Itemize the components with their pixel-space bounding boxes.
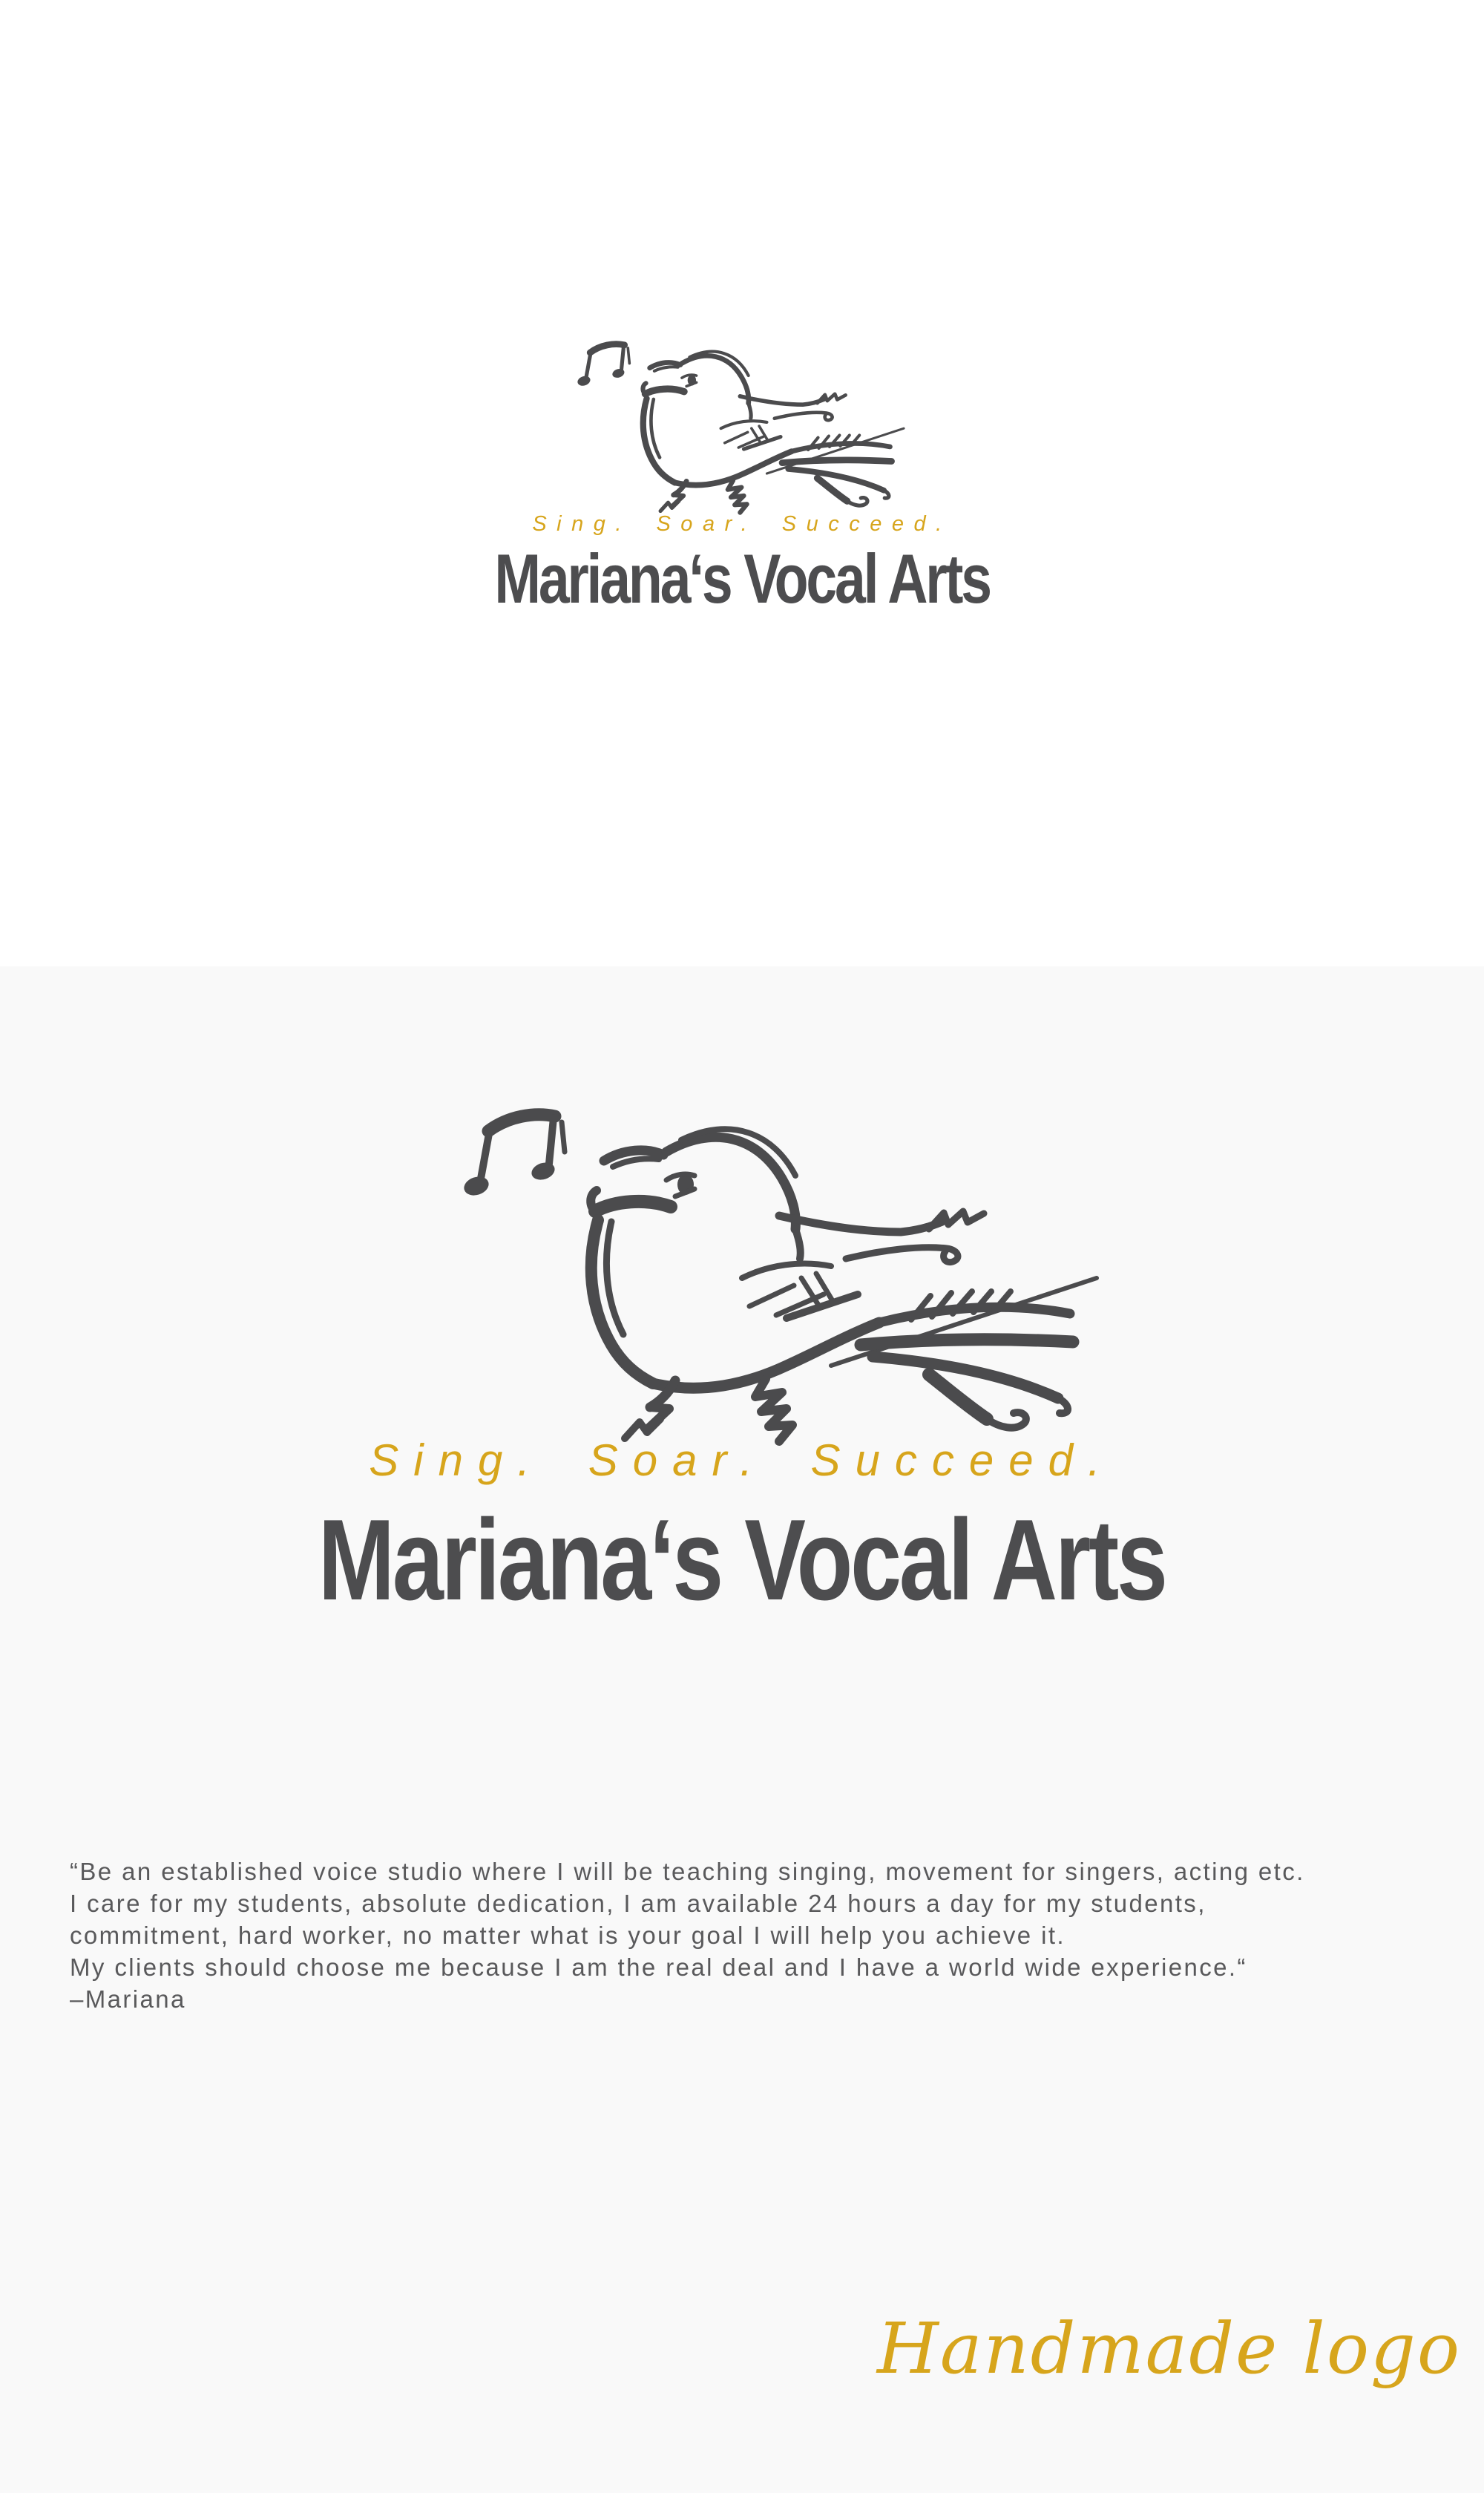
client-quote-block <box>70 1855 1305 2015</box>
sketched-bird-icon <box>643 352 904 513</box>
sketched-bird-icon <box>591 1129 1097 1441</box>
logo-tagline-small: Sing. Soar. Succeed. <box>532 512 952 536</box>
quote-line: I care for my students, absolute dedication, I am available 24 hours a day for my students, <box>70 1890 1206 1917</box>
logo-wordmark-large <box>0 1494 1484 1626</box>
logo-artwork-small <box>560 328 928 520</box>
quote-attribution: –Mariana <box>70 1985 186 2013</box>
quote-line: My clients should choose me because I am the real deal and I have a world wide experience.“ <box>70 1953 1247 1981</box>
logo-wordmark-small-text: Mariana‘s Vocal Arts <box>494 540 990 617</box>
quote-line: commitment, hard worker, no matter what is your goal I will help you achieve it. <box>70 1922 1066 1949</box>
logo-wordmark-small <box>0 539 1484 619</box>
logo-tagline-large: Sing. Soar. Succeed. <box>369 1435 1115 1485</box>
logo-wordmark-large-text: Mariana‘s Vocal Arts <box>318 1496 1166 1624</box>
double-eighth-note-icon <box>462 1115 565 1199</box>
handmade-logo-script: Handmade logo <box>877 2308 1462 2390</box>
quote-line: “Be an established voice studio where I will be teaching singing, movement for singers, acting etc. <box>70 1858 1305 1885</box>
top-section-white <box>0 0 1484 966</box>
logo-artwork-large <box>430 1084 1143 1455</box>
double-eighth-note-icon <box>577 344 630 387</box>
